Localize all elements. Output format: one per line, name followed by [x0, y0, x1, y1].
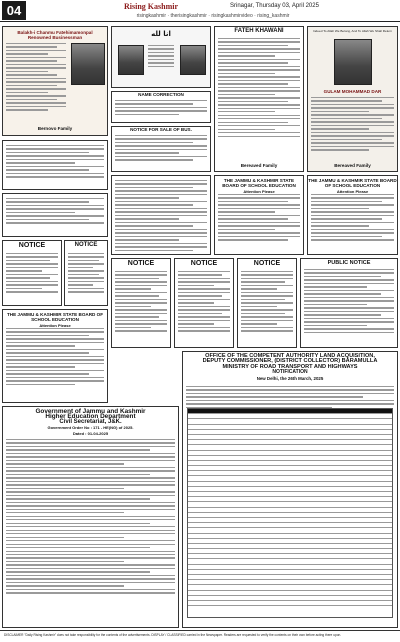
notice-title: FATEH KHAWANI [234, 28, 284, 34]
school-board-right [307, 175, 398, 255]
notice-title: NOTICE [74, 242, 98, 248]
notice-footer: Bereaved Family [240, 162, 278, 168]
obituary-photo [71, 43, 105, 85]
fateh-khawani-notice [214, 26, 304, 172]
notice-title: NOTICE [127, 260, 155, 267]
obituary-subtitle: Renowned Businessman [27, 35, 83, 41]
obituary-left [2, 26, 108, 136]
notice-title: NOTICE [18, 242, 46, 249]
notice-left-2 [64, 240, 108, 306]
social-handles: risingkashmir · therisingkashmir · risingkashmirvideo · rising_kashmir [136, 13, 290, 19]
obituary-right [307, 26, 398, 172]
notice-title: NAME CORRECTION [138, 92, 184, 97]
school-subtitle: Attention Please [336, 188, 369, 194]
obituary-opening-line: Indeed To Allah We Belong, And To Allah We Shall Return [312, 29, 393, 33]
notification-title-4: NOTIFICATION [272, 369, 308, 376]
notice-title: NOTICE [190, 260, 218, 267]
notice-mid-block [111, 175, 211, 255]
obituary-footer: Bereaved Family [334, 162, 371, 168]
school-board-mid [214, 175, 304, 255]
school-title: THE JAMMU & KASHMIR STATE BOARD OF SCHOOL EDUCATION [222, 178, 296, 189]
obituary-photo [180, 45, 206, 75]
obituary-title: Balakh-i Chanmu Fatehimamonpal [17, 30, 93, 35]
notice-m2 [174, 258, 234, 348]
notification-title-2: DEPUTY COMMISSIONER, (DISTRICT COLLECTOR) BARAMULLA [202, 358, 378, 365]
masthead: Rising Kashmir [124, 2, 179, 11]
urdu-heading: انا لله [151, 30, 171, 38]
notification-date: New Delhi, the 26th March, 2025 [256, 375, 324, 381]
notification-table [187, 408, 393, 618]
urdu-obituary [111, 26, 211, 88]
notification-title-1: OFFICE OF THE COMPETENT AUTHORITY LAND ACQUISITION, [205, 353, 375, 359]
urdu-notice-2 [2, 193, 108, 237]
school-subtitle: Attention Please [39, 322, 71, 328]
page-number: 04 [2, 1, 26, 20]
obituary-footer: Bernovo Family [37, 125, 73, 131]
school-title: THE JAMMU & KASHMIR STATE BOARD OF SCHOOL EDUCATION [6, 312, 104, 323]
social-handle: rising_kashmir [257, 13, 290, 19]
sale-notice [111, 126, 211, 172]
page-header [0, 0, 400, 22]
disclaimer-footer: DISCLAIMER "Daily Rising Kashmir" does not take responsibility for the contents of the advertisements. DISPLAY / CLASSIFIED carried in the Newspaper. Readers are requested to verify the contents on their own before acting there upon. [0, 630, 400, 642]
social-handle: risingkashmirvideo [211, 13, 253, 19]
govt-title-1: Government of Jammu and Kashmir [35, 408, 146, 415]
notice-title: PUBLIC NOTICE [327, 260, 371, 266]
govt-title-2: Higher Education Department [45, 413, 136, 421]
school-board-left [2, 309, 108, 403]
dateline: Srinagar, Thursday 03, April 2025 [230, 3, 319, 9]
social-handle: risingkashmir [136, 13, 167, 19]
notification-title-3: MINISTRY OF ROAD TRANSPORT AND HIGHWAYS [222, 363, 358, 370]
notice-m1 [111, 258, 171, 348]
school-subtitle: Attention Please [243, 188, 275, 194]
urdu-notice-1 [2, 140, 108, 190]
social-handle: therisingkashmir [170, 13, 207, 19]
obituary-photo [118, 45, 144, 75]
govt-order [2, 406, 179, 628]
notice-title: NOTICE FOR SALE OF BUS. [130, 127, 192, 132]
govt-order-date: Dated : 01-04-2025 [72, 430, 109, 436]
govt-title-3: Civil Secretariat, J&K. [59, 418, 122, 425]
transport-notification [182, 351, 398, 628]
public-notice [300, 258, 398, 348]
school-title: THE JAMMU & KASHMIR STATE BOARD OF SCHOOL EDUCATION [308, 178, 397, 189]
obituary-name: GULAM MOHAMMAD DAR [323, 89, 382, 94]
notice-title: NOTICE [253, 260, 281, 267]
name-correction-notice [111, 91, 211, 123]
obituary-photo [334, 39, 372, 85]
govt-order-number: Government Order No : 171 - HE(NG) of 2025. [47, 425, 134, 431]
notice-left-1 [2, 240, 62, 306]
notice-m3 [237, 258, 297, 348]
